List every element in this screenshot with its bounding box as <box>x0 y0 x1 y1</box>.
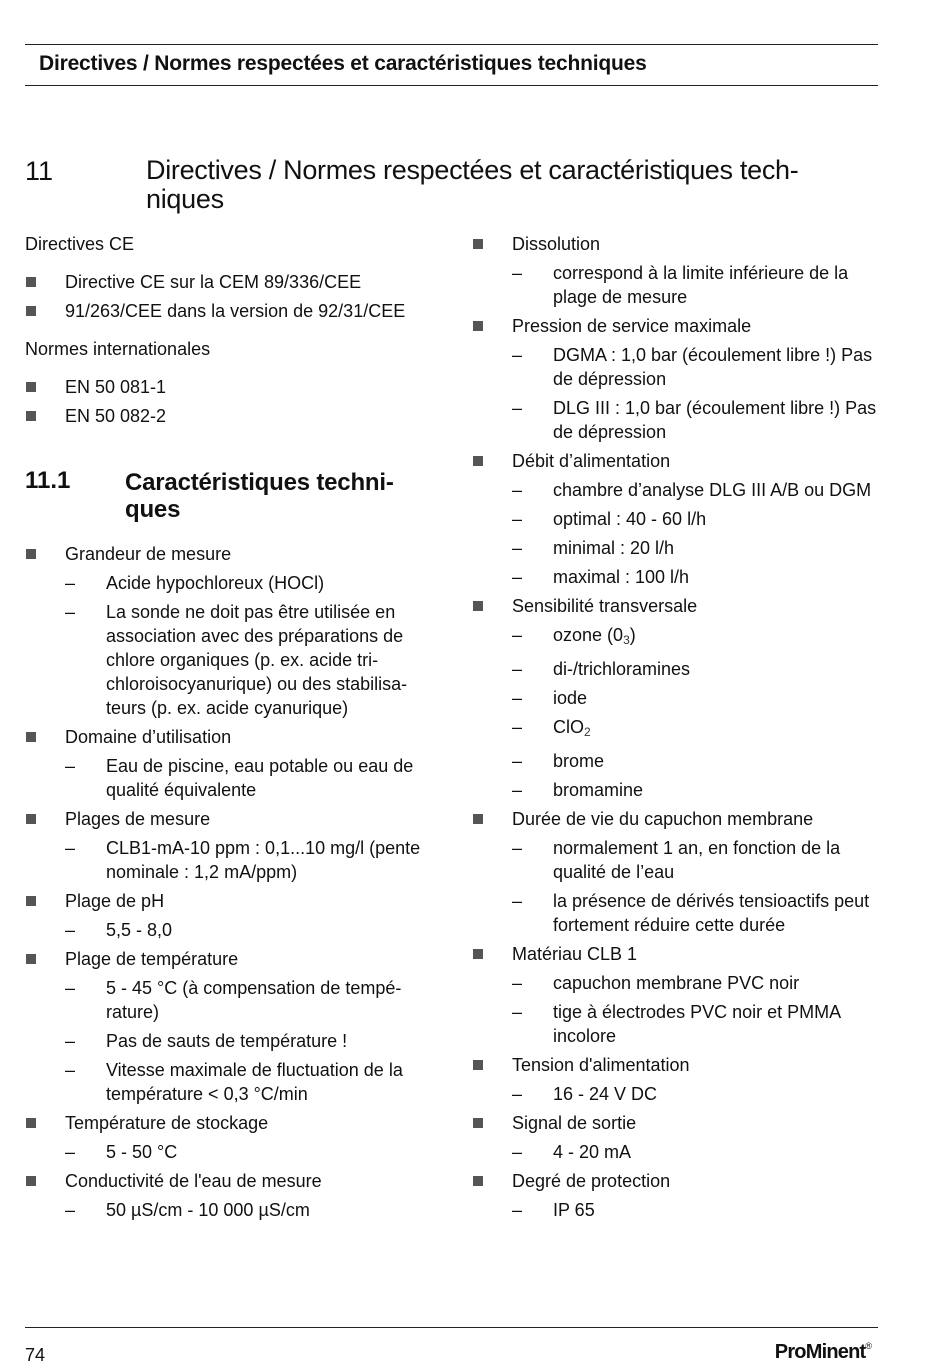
spec-sub-list <box>512 1198 882 1222</box>
spec-item <box>25 1169 445 1222</box>
spec-item <box>472 1053 882 1106</box>
spec-sub-list <box>512 343 882 444</box>
spec-item <box>25 542 445 720</box>
spec-label: Signal de sortie <box>512 1113 637 1133</box>
spec-sub-list <box>512 1140 882 1164</box>
spec-item <box>25 807 445 884</box>
spec-label: Tension d'alimentation <box>512 1055 690 1075</box>
spec-sub-item: – chambre d’analyse DLG III A/B ou DGM <box>512 478 882 502</box>
spec-sub-item: – DLG III : 1,0 bar (écoulement libre !) Pas de dépression <box>512 396 882 444</box>
spec-sub-item: – Acide hypochloreux (HOCl) <box>65 571 445 595</box>
spec-sub-list <box>65 1140 445 1164</box>
spec-sub-item: – IP 65 <box>512 1198 882 1222</box>
spec-sub-item: – 5,5 - 8,0 <box>65 918 445 942</box>
list-item: EN 50 081-1 <box>25 375 445 399</box>
spec-sub-item: – maximal : 100 l/h <box>512 565 882 589</box>
section-title: Caractéristiques techni-ques <box>125 469 394 523</box>
left-column <box>25 232 445 1227</box>
chapter-title: Directives / Normes respectées et caractéristiques tech-niques <box>146 155 799 214</box>
specs-right-list <box>472 232 882 1222</box>
spec-sub-item: – Vitesse maximale de fluctuation de la température < 0,3 °C/min <box>65 1058 445 1106</box>
clo2-text: ClO <box>553 717 584 737</box>
spec-sub-item: – la présence de dérivés tensioactifs peut fortement réduire cette durée <box>512 889 882 937</box>
spec-label: Débit d’alimentation <box>512 451 671 471</box>
normes-list <box>25 375 445 428</box>
spec-sub-list <box>65 571 445 720</box>
spec-label: Plage de température <box>65 949 239 969</box>
spec-sub-list <box>65 1198 445 1222</box>
spec-sub-list <box>512 1082 882 1106</box>
spec-label: Dissolution <box>512 234 601 254</box>
spec-sub-item: – capuchon membrane PVC noir <box>512 971 882 995</box>
spec-sub-item: – correspond à la limite inférieure de la plage de mesure <box>512 261 882 309</box>
spec-sub-list <box>512 261 882 309</box>
spec-sub-item <box>512 623 882 652</box>
spec-sub-item: – 5 - 50 °C <box>65 1140 445 1164</box>
section-number: 11.1 <box>25 467 71 494</box>
spec-sub-item: – Pas de sauts de température ! <box>65 1029 445 1053</box>
spec-label: Domaine d’utilisation <box>65 727 232 747</box>
spec-sub-list <box>65 836 445 884</box>
list-item: Directive CE sur la CEM 89/336/CEE <box>25 270 445 294</box>
clo2-subscript: 2 <box>584 725 591 739</box>
spec-item <box>472 449 882 589</box>
spec-sub-list <box>512 478 882 589</box>
spec-item <box>472 1169 882 1222</box>
spec-sub-item: – optimal : 40 - 60 l/h <box>512 507 882 531</box>
spec-sub-item: – 50 µS/cm - 10 000 µS/cm <box>65 1198 445 1222</box>
spec-label: Conductivité de l'eau de mesure <box>65 1171 322 1191</box>
spec-sub-item: – 16 - 24 V DC <box>512 1082 882 1106</box>
spec-sub-item: – Eau de piscine, eau potable ou eau de qualité équivalente <box>65 754 445 802</box>
spec-sub-item: – di-/trichloramines <box>512 657 882 681</box>
ozone-text: ozone (0 <box>553 625 624 645</box>
spec-sub-item: – brome <box>512 749 882 773</box>
spec-sub-list <box>65 754 445 802</box>
spec-item <box>25 889 445 942</box>
spec-item <box>472 807 882 937</box>
spec-item <box>472 594 882 802</box>
spec-sub-item: – CLB1-mA-10 ppm : 0,1...10 mg/l (pente nominale : 1,2 mA/ppm) <box>65 836 445 884</box>
running-header <box>25 44 878 86</box>
spec-sub-item: – normalement 1 an, en fonction de la qualité de l’eau <box>512 836 882 884</box>
spec-item <box>472 942 882 1048</box>
spec-item <box>472 1111 882 1164</box>
spec-sub-list <box>512 623 882 802</box>
running-header-title: Directives / Normes respectées et caractéristiques techniques <box>39 52 647 75</box>
list-item: 91/263/CEE dans la version de 92/31/CEE <box>25 299 445 323</box>
spec-label: Plages de mesure <box>65 809 211 829</box>
chapter-number: 11 <box>25 156 54 186</box>
list-item: EN 50 082-2 <box>25 404 445 428</box>
footer-rule <box>25 1327 878 1328</box>
registered-mark: ® <box>865 1341 872 1351</box>
spec-label: Sensibilité transversale <box>512 596 698 616</box>
directives-heading: Directives CE <box>25 234 135 254</box>
spec-item <box>472 232 882 309</box>
spec-sub-list <box>512 971 882 1048</box>
spec-sub-list <box>512 836 882 937</box>
spec-label: Matériau CLB 1 <box>512 944 638 964</box>
ozone-subscript: 3 <box>623 633 630 647</box>
page-number: 74 <box>25 1345 46 1365</box>
spec-sub-item: – La sonde ne doit pas être utilisée en association avec des préparations de chlore organiques (p. ex. acide tri-chloroisocyanurique) ou des stabilisa-teurs (p. ex. acide cyanurique) <box>65 600 445 720</box>
right-column <box>472 232 882 1227</box>
directives-list <box>25 270 445 323</box>
spec-sub-item <box>512 715 882 744</box>
spec-label: Plage de pH <box>65 891 165 911</box>
spec-sub-item: – bromamine <box>512 778 882 802</box>
spec-sub-item: – tige à électrodes PVC noir et PMMA incolore <box>512 1000 882 1048</box>
spec-label: Pression de service maximale <box>512 316 752 336</box>
spec-item <box>25 1111 445 1164</box>
normes-heading: Normes internationales <box>25 339 211 359</box>
spec-label: Grandeur de mesure <box>65 544 232 564</box>
spec-label: Durée de vie du capuchon membrane <box>512 809 814 829</box>
spec-item <box>472 314 882 444</box>
spec-sub-list <box>65 976 445 1106</box>
spec-sub-item: – DGMA : 1,0 bar (écoulement libre !) Pas de dépression <box>512 343 882 391</box>
logo-text: ProMinent <box>774 1341 866 1363</box>
spec-label: Degré de protection <box>512 1171 671 1191</box>
spec-item <box>25 947 445 1106</box>
spec-label: Température de stockage <box>65 1113 269 1133</box>
spec-item <box>25 725 445 802</box>
spec-sub-list <box>65 918 445 942</box>
spec-sub-item: – 4 - 20 mA <box>512 1140 882 1164</box>
spec-sub-item: – minimal : 20 l/h <box>512 536 882 560</box>
ozone-close: ) <box>629 625 636 645</box>
spec-sub-item: – 5 - 45 °C (à compensation de tempé-rature) <box>65 976 445 1024</box>
prominent-logo <box>775 1341 872 1364</box>
spec-sub-item: – iode <box>512 686 882 710</box>
section-heading <box>25 469 445 525</box>
specs-left-list <box>25 542 445 1222</box>
